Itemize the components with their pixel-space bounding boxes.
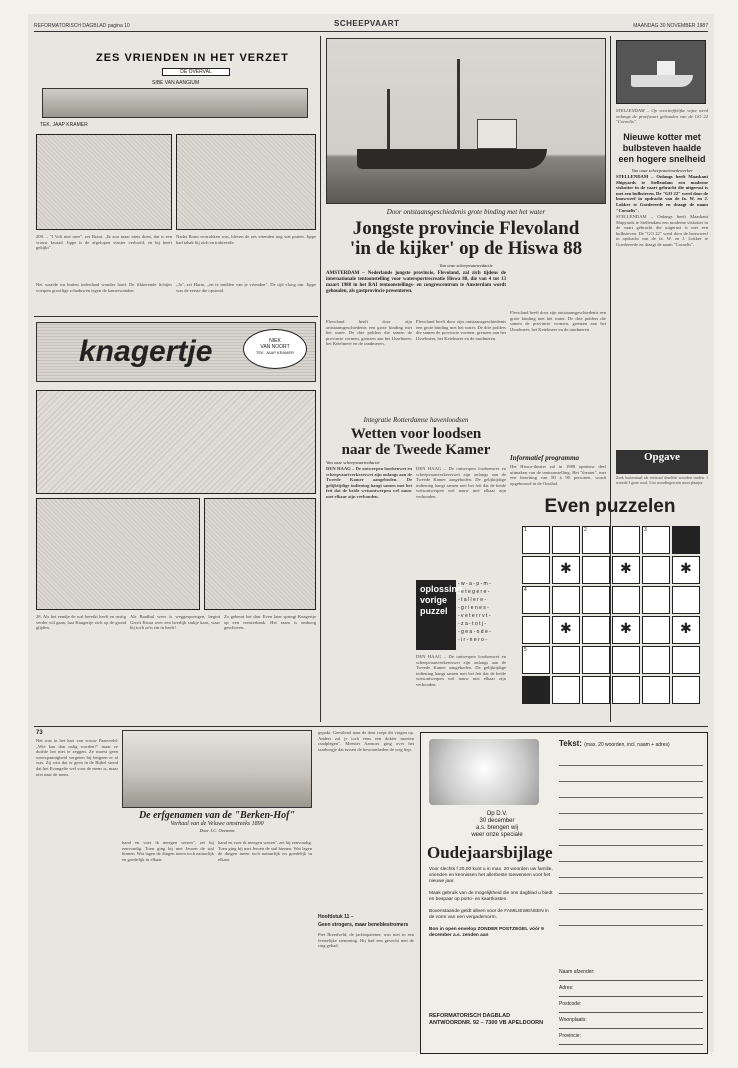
oplossing-label-box — [416, 580, 463, 650]
ad-form-header — [559, 739, 703, 748]
comic2-badge-line1: NIEK — [269, 338, 281, 344]
serial-col1 — [36, 738, 118, 1058]
oplossing-line: - g r i e n e s - — [458, 605, 489, 611]
ad-date-2: 30 december — [479, 818, 515, 824]
puzzle-star-icon: ✱ — [560, 561, 572, 577]
serial-col3 — [218, 840, 312, 1058]
ship-hull — [357, 149, 547, 169]
puzzle-cell[interactable] — [582, 586, 610, 614]
boat-headline — [616, 132, 708, 173]
ad-address-1: REFORMATORISCH DAGBLAD — [429, 1013, 511, 1019]
oplossing-line: - i r - n e r o - — [458, 637, 487, 643]
comic2-text-1 — [36, 614, 126, 714]
puzzle-cell[interactable] — [552, 526, 580, 554]
ad-form-fields — [559, 965, 703, 1045]
puzzle-cell[interactable] — [552, 646, 580, 674]
serial-author: Door J.C. Overeem — [199, 828, 235, 833]
puzzle-number: 5 — [524, 647, 527, 653]
serial-title-block — [122, 810, 312, 833]
ship-wheelhouse — [477, 119, 517, 149]
field-adres[interactable] — [559, 981, 703, 997]
loodsen-kicker: Integratie Rotterdamse havenloodsen — [363, 416, 469, 424]
main-article — [326, 208, 606, 311]
boat-caption — [616, 108, 708, 130]
opgave-box — [616, 450, 708, 474]
puzzle-cell[interactable] — [552, 616, 580, 644]
serial-subtitle: Verhaal van de Veluwe omstreeks 1890 — [170, 821, 264, 827]
puzzle-cell[interactable] — [642, 556, 670, 584]
puzzle-cell[interactable] — [612, 526, 640, 554]
opgave-title: Opgave — [643, 451, 681, 463]
puzzle-cell[interactable] — [642, 646, 670, 674]
field-woonplaats[interactable] — [559, 1013, 703, 1029]
puzzle-cell[interactable] — [672, 556, 700, 584]
puzzle-cell[interactable] — [672, 526, 700, 554]
serial-col4-content: gepakt. Geestlend naar de deur roept dit vragen op. Anders zal je toch eens een dokter moeten raadplegen". Meester Aarnoes ging over het raadwegje dat tussen de bewoonheden de weg liep. — [318, 730, 414, 752]
loodsen-body-col2b — [416, 654, 506, 722]
main-body-col2 — [416, 319, 506, 411]
puzzle-cell[interactable] — [582, 676, 610, 704]
loodsen-headline-2: naar de Tweede Kamer — [341, 442, 491, 458]
puzzle-cell[interactable] — [672, 616, 700, 644]
puzzle-cell[interactable] — [522, 616, 550, 644]
serial-illustration — [122, 730, 312, 808]
serial-col4b — [318, 932, 414, 1058]
newspaper-page — [28, 14, 714, 1052]
puzzle-number: 4 — [524, 587, 527, 593]
comic2-text-3-content: Zo gebeurt het dan. Even later springt Knagertje op een vensterbank. Het raam is omhoog geschoven. — [224, 614, 316, 631]
puzzle-cell[interactable] — [672, 676, 700, 704]
header-date: MAANDAG 30 NOVEMBER 1987 — [633, 23, 708, 29]
ad-line-3: Bovenstaande geldt alleen voor de FAMILIEWENSEN in de vorm van een vergadervorm. — [429, 909, 549, 920]
opgave-body — [616, 476, 708, 492]
ad-line-1: Voor slechts f 20,00 kunt u in max. 20 woorden uw familie, vrienden en kennissen het allerbeste toewensen voor het nieuwe jaar. — [429, 867, 553, 884]
serial-number: 73 — [36, 730, 43, 736]
divider — [34, 726, 708, 727]
puzzle-number: 1 — [524, 527, 527, 533]
puzzle-cell[interactable] — [642, 676, 670, 704]
comic-title: ZES VRIENDEN IN HET VERZET — [96, 52, 289, 64]
comic2-text-3 — [224, 614, 316, 714]
comic2-text-2-content: Als Bradbal weer is weggesprongen, begint Gerrit Kwaa over een heerlijk stukje kaas, waar hij toch zo'n zin in heeft! — [130, 614, 220, 631]
puzzle-star-icon: ✱ — [620, 621, 632, 637]
puzzle-number: 2 — [584, 527, 587, 533]
comic-author: SIBE VAN AANGIUM — [152, 80, 200, 86]
comic2-text-2 — [130, 614, 220, 714]
puzzle-star-icon: ✱ — [680, 621, 692, 637]
info-body: Het Hiswa-theater zal in 1988 opnieuw deel uitmaken van de tentoonstelling. Het "theater", met een bezetting van 80 à 90 personen, wordt opgebouwd in de Oosthal. — [510, 464, 606, 486]
field-naam[interactable] — [559, 965, 703, 981]
puzzle-title: Even puzzelen — [544, 496, 676, 517]
ad-form-title: Tekst: — [559, 739, 582, 748]
main-body-col3-content: Flevoland heeft door zijn ontstaansgeschiedenis een grote binding met het water. De drie polders die samen de provincie vormen, grenzen aan het IJsselmeer, het Ketelmeer en de randmeren. — [510, 310, 606, 332]
main-kicker: Door ontstaansgeschiedenis grote binding met het water — [386, 208, 546, 216]
ad-text — [429, 867, 553, 939]
main-body-col2-content: Flevoland heeft door zijn ontstaansgeschiedenis een grote binding met het water. De drie polders die samen de provincie vormen, grenzen aan het IJsselmeer, het Ketelmeer en de randmeren. — [416, 319, 506, 341]
oplossing-line: - z a - t o t j - — [458, 621, 487, 627]
ad-date-block — [457, 811, 537, 839]
comic2-badge-line3: TEK. JAAP KRAMER — [255, 350, 295, 355]
ad-form — [559, 739, 703, 1049]
puzzle-cell[interactable] — [582, 556, 610, 584]
comic2-panel-2 — [204, 498, 316, 610]
serial-col2 — [122, 840, 214, 1058]
puzzle-cell[interactable] — [522, 556, 550, 584]
serial-subhead-block — [318, 914, 414, 928]
puzzle-cell[interactable] — [582, 616, 610, 644]
boat-headline-2: bulbsteven haalde — [622, 143, 702, 153]
main-headline-2: 'in de kijker' op de Hiswa 88 — [349, 238, 583, 259]
comic1-text-2-content: Nadat Bram vertrokken was, bleven de zes vrienden nog wat praten. Jippe had tabak bij zich en trakteerde. — [176, 234, 316, 245]
main-byline: Van onze scheepvaartredactie — [439, 263, 493, 268]
divider — [34, 316, 318, 317]
comic2-badge — [243, 329, 307, 369]
oplossing-line: - v e t e r r v t - — [458, 613, 491, 619]
ad-date-3: a.s. brengen wij — [475, 825, 519, 831]
serial-subhead: Hoofdstuk 11 – — [318, 914, 354, 920]
header-left: REFORMATORISCH DAGBLAD pagina 10 — [34, 23, 130, 29]
puzzle-cell[interactable] — [642, 586, 670, 614]
form-line — [559, 877, 703, 878]
main-body-col1 — [326, 319, 412, 411]
oudejaars-ad — [420, 732, 708, 1054]
ship-photo — [326, 38, 606, 204]
opgave-body-content: Zoek horizontaal als verticaal dezelfde woorden vinden. 1 woorde 3 grote rood, 3 tot woordingen een mooi plaatjes. — [616, 476, 708, 485]
loodsen-body-col2-content: DEN HAAG – De ontwerpen loodsenwet en scheepvaartverkeerswet zijn onlangs aan de Tweede Kamer aangeboden. De gelijktijdige indiening hangt samen met het feit dat de beide wetsontwerpen wel nauw met elkaar zijn verbonden. — [416, 466, 506, 499]
boat-cabin — [657, 61, 675, 75]
puzzle-cell[interactable] — [612, 646, 640, 674]
comic-zes-vrienden-header — [34, 40, 316, 134]
ad-form-text-lines[interactable] — [559, 753, 703, 933]
boat-caption-content: STELLENDAM – Op voortreffelijke wijze werd onlangs de proefvaart gehouden van de GO 22 "Cornelis". — [616, 108, 708, 125]
field-provincie-label: Provincie: — [559, 1033, 581, 1039]
loodsen-article — [326, 416, 506, 465]
loodsen-body-col2b-content: DEN HAAG – De ontwerpen loodsenwet en scheepvaartverkeerswet zijn onlangs aan de Tweede Kamer aangeboden. De gelijktijdige indiening hangt samen met het feit dat de beide wetsontwerpen wel nauw met elkaar zijn verbonden. — [416, 654, 506, 687]
puzzle-cell[interactable] — [612, 556, 640, 584]
puzzle-cell[interactable] — [552, 676, 580, 704]
info-section — [510, 454, 606, 494]
ad-form-note: (max. 20 woorden, incl. naam + adres) — [584, 742, 670, 748]
comic1-text-4-content: „Ja", zei Harm, „en te midden van je vrienden". De tijd vloog om. Jippe was de eerste die opstond. — [176, 282, 316, 293]
column-divider — [320, 36, 321, 722]
comic2-panel-1 — [36, 498, 200, 610]
comic1-text-1-content: 209. – "I Volt niet mee", zei Brant. „Ik zou maar niets doen, dat is een vrouw kwaad. Jippe is de afgelopen vinster verloofd, en hij heeft gekijkt". — [36, 234, 172, 251]
ad-date-1: Op D.V. — [486, 811, 508, 817]
form-line — [559, 781, 703, 782]
comic2-title: knagertje — [79, 335, 213, 368]
info-title: Informatief programma — [510, 454, 580, 462]
puzzle-star-icon: ✱ — [680, 561, 692, 577]
puzzle-star-icon: ✱ — [620, 561, 632, 577]
comic-knagertje-header — [36, 322, 316, 382]
form-line — [559, 861, 703, 862]
boat-byline: Van onze scheepvaartmedewerker — [631, 168, 693, 173]
puzzle-cell[interactable] — [642, 616, 670, 644]
puzzle-cell[interactable] — [672, 646, 700, 674]
field-provincie[interactable] — [559, 1029, 703, 1045]
comic-panel-1 — [36, 134, 172, 230]
puzzle-cell[interactable] — [612, 616, 640, 644]
puzzle-number: 3 — [644, 527, 647, 533]
comic-credit: TEK. JAAP KRAMER — [40, 122, 88, 128]
serial-col4b-content: Piet Breedveld, de jachtopziener, was niet in een feestelijke stemming. Hij had een gevecht met de ring gehad. — [318, 932, 414, 949]
puzzle-cell[interactable] — [522, 676, 550, 704]
oplossing-grid — [458, 580, 506, 650]
form-line — [559, 845, 703, 846]
form-line — [559, 797, 703, 798]
serial-col3-content: hand en voer ik meegen wezen", zei hij eenvoudig. Toen ging hij met Jeroen de stal binnen. Wat lagen de dingen ineen toch natuurlijk en goedelijk in elkaar. — [218, 840, 312, 862]
oplossing-line: - t a l l e r e - — [458, 597, 487, 603]
oplossing-line: - g e a - o d e - — [458, 629, 491, 635]
main-body-col1-content: Flevoland heeft door zijn ontstaansgeschiedenis een grote binding met het water. De drie polders die samen de provincie vormen, grenzen aan het IJsselmeer, het Ketelmeer en de randmeren. — [326, 319, 412, 347]
field-adres-label: Adres: — [559, 985, 574, 991]
section-title: SCHEEPVAART — [334, 19, 400, 28]
puzzle-star-icon: ✱ — [560, 621, 572, 637]
main-lead: AMSTERDAM – Nederlands jongste provincie, Flevoland, zal zich tijdens de internationale tentoonstelling voor watersportrecreatie Hiswa 88, die van 4 tot 13 maart 1988 in het RAI tentoonstellings- en congrescentrum te Amsterdam wordt gehouden, als gastprovincie presenteren. — [326, 271, 506, 294]
comic1-text-3 — [36, 282, 172, 312]
ad-address — [429, 1013, 553, 1027]
boat-hull — [631, 75, 693, 87]
ad-line-4: Bon in open envelop ZONDER POSTZEGEL vóór 9 december a.s. zenden aan — [429, 927, 544, 938]
ad-date-4: weer onze speciale — [471, 832, 523, 838]
puzzle-cell[interactable] — [552, 586, 580, 614]
form-line — [559, 829, 703, 830]
loodsen-headline-1: Wetten voor loodsen — [350, 426, 482, 442]
serial-subhead-2: Geen strogers, maar beneblestromers — [318, 922, 409, 928]
comic2-panel-large — [36, 390, 316, 494]
ad-address-2: ANTWOORDNR. 92 – 7300 VB APELDOORN — [429, 1020, 544, 1026]
form-line — [559, 909, 703, 910]
serial-col2-content: hand en voer ik meegen wezen", zei hij eenvoudig. Toen ging hij met Jeroen de stal binnen. Wat lagen de dingen ineen toch natuurlijk en goedelijk in elkaar. — [122, 840, 214, 862]
comic-title-illustration — [42, 88, 308, 118]
boat-headline-3: een hogere snelheid — [618, 154, 706, 164]
serial-col1-content: Het was in het hart van vrouw Paarsveld: „Wie kan dan nalig worden?" maar ze durfde het niet te zeggen. Ze moest geen weerspannigheid vergeten bij betgeen er al was. Zij wist dat er geen in de Bijbel stond dat het Evangelie wel voor de mens is, maar niet naar de mens. — [36, 738, 118, 777]
comic-subtitle: DE OVERVAL — [162, 68, 230, 76]
oplossing-line: - w - a - p - m - — [458, 581, 491, 587]
comic-panel-2 — [176, 134, 316, 230]
oplossing-label: oplossing vorige puzzel — [420, 584, 463, 616]
puzzle-cell[interactable] — [582, 646, 610, 674]
main-headline-1: Jongste provincie Flevoland — [352, 218, 580, 239]
puzzle-grid — [522, 526, 702, 716]
boat-photo — [616, 40, 706, 104]
field-woonplaats-label: Woonplaats: — [559, 1017, 587, 1023]
ship-mast-2 — [387, 89, 390, 151]
boat-body — [616, 214, 708, 446]
form-line — [559, 893, 703, 894]
serial-col4 — [318, 730, 414, 910]
form-line — [559, 925, 703, 926]
boat-body-content: STELLENDAM – Onlangs heeft Maaskant Shipyards te Stellendam een moderne viskotter in de vaart gebracht die uitgerust is met een bulbsteven. De "GO 22" werd door de bouwwerf in opdracht van de fa. W. en J. Lokker te Goedereede en draagt de naam "Cornelis". — [616, 214, 708, 247]
form-line — [559, 813, 703, 814]
comic1-text-4 — [176, 282, 316, 312]
form-line — [559, 765, 703, 766]
puzzle-cell[interactable] — [612, 676, 640, 704]
ad-title: Oudejaarsbijlage — [427, 843, 553, 862]
field-postcode-label: Postcode: — [559, 1001, 582, 1007]
loodsen-byline: Van onze scheepvaartredactie — [326, 460, 380, 465]
ship-mast — [457, 59, 460, 151]
comic2-badge-line2: VAN NOORT — [260, 344, 290, 350]
puzzle-cell[interactable] — [612, 586, 640, 614]
ad-line-2: Maak gebruik van de mogelijkheid die ons dagblad u biedt en bespaar op porto- en kaartkosten. — [429, 891, 553, 902]
loodsen-body-col2 — [416, 466, 506, 576]
boat-lead-content: STELLENDAM – Onlangs heeft Maaskant Shipyards te Stellendam een moderne viskotter in de vaart gebracht die uitgerust is met een bulbsteven. De "GO 22" werd door de bouwwerf in opdracht van de fa. W. en J. Lokker te Goedereede en draagt de naam "Cornelis". — [616, 174, 708, 213]
field-postcode[interactable] — [559, 997, 703, 1013]
field-naam-label: Naam afzender: — [559, 969, 595, 975]
loodsen-body-col1 — [326, 466, 412, 722]
oplossing-line: - e t e g e r e - — [458, 589, 490, 595]
puzzle-cell[interactable] — [672, 586, 700, 614]
boat-lead — [616, 174, 708, 213]
comic2-text-1-content: 28. Als het eendje de wal bereikt heeft en rustig verder wil gaan, laat Knagertje zich op de grond glijden. — [36, 614, 126, 631]
serial-title: De erfgenamen van de "Berken-Hof" — [138, 810, 296, 821]
champagne-illustration — [429, 739, 539, 805]
loodsen-body-col1-content: DEN HAAG – De ontwerpen loodsenwet en scheepvaartverkeerswet zijn onlangs aan de Tweede Kamer aangeboden. De gelijktijdige indiening hangt samen met het feit dat de beide wetsontwerpen wel nauw met elkaar zijn verbonden. — [326, 466, 412, 499]
puzzle-cell[interactable] — [552, 556, 580, 584]
page-header — [34, 18, 708, 32]
comic1-text-3-content: Het waaide nu buiten inderdaad wonder hard. De fikkerende lichtjes wierpen grootlige schaduwen tegen de kamerwanden. — [36, 282, 172, 293]
boat-headline-1: Nieuwe kotter met — [623, 132, 701, 142]
main-body-col3 — [510, 310, 606, 450]
